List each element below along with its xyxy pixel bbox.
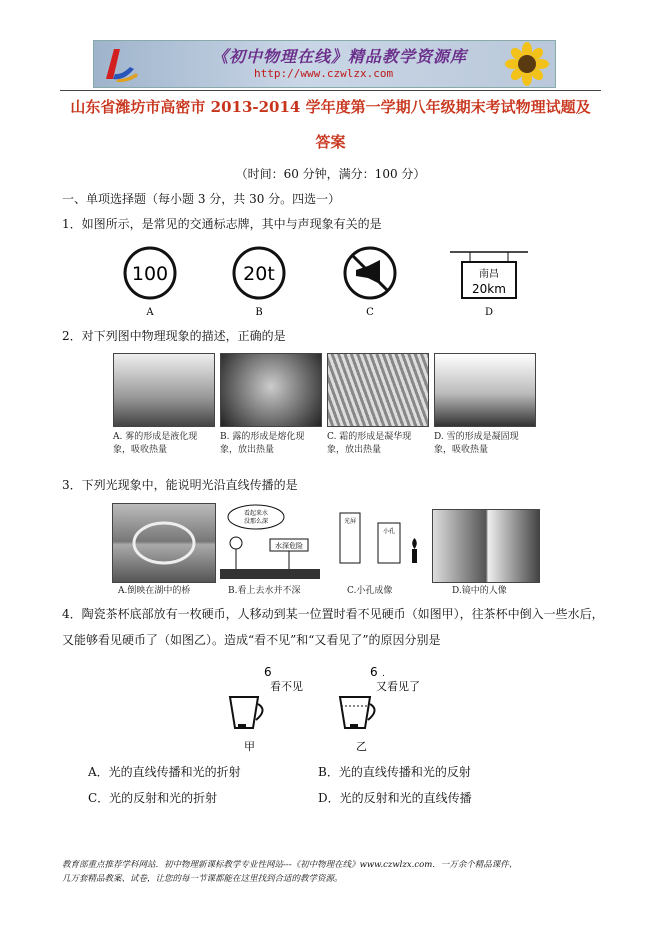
sign-a-text: 100 (131, 263, 169, 285)
option-c-label: C (366, 307, 374, 318)
caption-a: A.倒映在湖中的桥 (118, 586, 191, 596)
fig-a-text: 看不见 (270, 680, 303, 693)
document-title: 山东省潍坊市高密市 2013-2014 学年度第一学期八年级期末考试物理试题及 (70, 98, 591, 116)
danger-sign-text: 水深危险 (275, 542, 303, 550)
cup-coin-figure (220, 662, 460, 762)
option-a: A．光的直线传播和光的折射 (88, 765, 241, 779)
snow-photo (434, 353, 536, 427)
header-divider (60, 90, 601, 91)
caption-b: B.看上去水并不深 (228, 586, 301, 596)
svg-text:看起来水: 看起来水 (243, 510, 269, 517)
question-3: 3．下列光现象中，能说明光沿直线传播的是 (62, 478, 298, 492)
hole-label: 小孔 (382, 528, 396, 535)
option-b-label: B (255, 307, 263, 318)
fig-a-label: 甲 (244, 740, 255, 753)
caption-d: D.镜中的人像 (452, 586, 507, 596)
footer-line2: 几万套精品教案、试卷，让您的每一节课都能在这里找到合适的教学资源。 (62, 874, 343, 884)
sign-d-distance: 20km (472, 282, 506, 296)
mirror-photo (432, 509, 540, 583)
sign-b-text: 20t (243, 263, 275, 285)
eye-icon: 6 (264, 665, 272, 679)
fog-photo (113, 353, 215, 427)
question-4 (62, 601, 622, 653)
cup-b-illustration (330, 662, 460, 762)
traffic-signs-figure (110, 240, 530, 320)
screen-label: 光屏 (343, 518, 357, 525)
sunflower-icon (503, 42, 551, 86)
option-c: C．光的反射和光的折射 (88, 791, 218, 805)
water-depth-illustration (220, 503, 320, 583)
caption-a: A. 雾的形成是液化现象，吸收热量 (113, 432, 198, 455)
svg-text:.: . (382, 669, 385, 679)
question-4-line1: 4．陶瓷茶杯底部放有一枚硬币，人移动到某一位置时看不见硬币（如图甲），往茶杯中倒入一些水后， (62, 607, 604, 621)
caption-b: B. 露的形成是熔化现象，放出热量 (220, 432, 305, 455)
sign-b (234, 248, 284, 298)
option-d: D．光的反射和光的直线传播 (318, 791, 472, 805)
sign-a (125, 248, 175, 298)
caption-d: D. 雪的形成是凝固现象，吸收热量 (434, 432, 519, 455)
option-d-label: D (484, 307, 494, 318)
question-2: 2．对下列图中物理现象的描述，正确的是 (62, 329, 286, 343)
page-footer (62, 858, 622, 886)
question-1: 1．如图所示，是常见的交通标志牌，其中与声现象有关的是 (62, 217, 382, 231)
sign-d-city: 南昌 (479, 269, 499, 280)
section-heading: 一、单项选择题（每小题 3 分，共 30 分。四选一） (62, 192, 341, 206)
light-phenomena-figure (112, 503, 540, 599)
option-a-label: A (146, 307, 154, 318)
pinhole-illustration (326, 503, 426, 583)
weather-photos-figure (113, 353, 535, 468)
fig-b-label: 乙 (356, 740, 367, 753)
sign-d (450, 252, 528, 298)
banner-url[interactable]: http://www.czwlzx.com (254, 67, 394, 80)
header-banner (93, 40, 556, 88)
fig-b-text: 又看见了 (376, 680, 420, 693)
no-horn-sign-icon (345, 248, 395, 298)
document-title-cont: 答案 (315, 133, 346, 151)
option-b: B．光的直线传播和光的反射 (318, 765, 471, 779)
cup-a-illustration (220, 662, 330, 762)
bridge-photo (112, 503, 216, 583)
frost-photo (327, 353, 429, 427)
question-4-line2: 又能够看见硬币了（如图乙）。造成“看不见”和“又看见了”的原因分别是 (62, 633, 441, 647)
dew-photo (220, 353, 322, 427)
exam-info: （时间：60 分钟，满分：100 分） (235, 167, 426, 181)
caption-c: C. 霜的形成是凝华现象，放出热量 (327, 432, 412, 455)
caption-c: C.小孔成像 (347, 586, 393, 596)
site-logo-icon (100, 43, 140, 85)
banner-title: 《初中物理在线》精品教学资源库 (212, 47, 468, 66)
eye-icon: 6 (370, 665, 378, 679)
svg-text:没那么深: 没那么深 (243, 518, 269, 525)
footer-line1: 教育部重点推荐学科网站．初中物理新课标教学专业性网站---《初中物理在线》www.czwlzx.com．一万余个精品课件、 (62, 860, 518, 870)
